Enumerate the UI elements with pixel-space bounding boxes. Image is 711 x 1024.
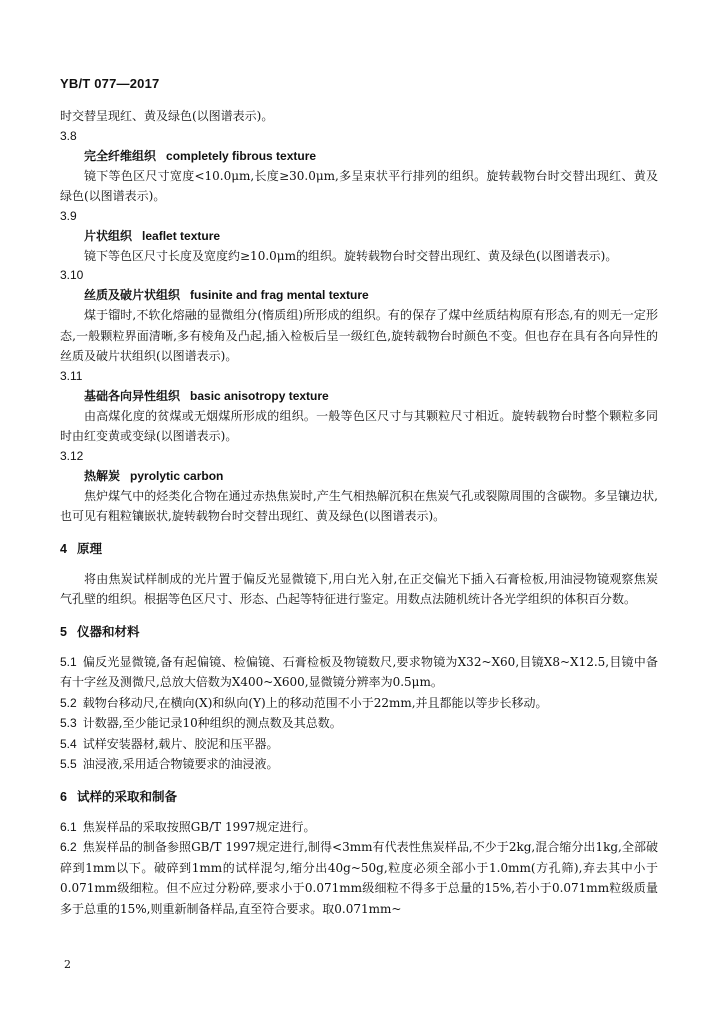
continued-text: 时交替呈现红、黄及绿色(以图谱表示)。 [60,109,274,123]
clause-text: 焦炭样品的采取按照GB/T 1997规定进行。 [82,819,316,834]
term-definition: 镜下等色区尺寸宽度<10.0μm,长度≥30.0μm,多呈束状平行排列的组织。旋转载物台时交替出现红、黄及绿色(以图谱表示)。 [60,168,658,203]
section-title: 仪器和材料 [76,623,140,639]
clause-number: 5.5 [60,757,77,771]
term-cn: 完全纤维组织 [84,148,157,163]
term-number: 3.11 [60,368,83,383]
term-definition: 镜下等色区尺寸长度及宽度约≥10.0μm的组织。旋转载物台时交替出现红、黄及绿色(以图谱表示)。 [84,248,618,263]
section-heading-principle [60,539,658,559]
clause-number: 5.3 [60,716,77,730]
clause-item [60,652,658,693]
clause-item [60,734,658,755]
section-number: 4 [60,541,67,556]
section-number: 5 [60,624,67,639]
term-en: fusinite and frag mental texture [190,288,369,302]
term-entry [60,127,658,207]
section-body: 将由焦炭试样制成的光片置于偏反光显微镜下,用白光入射,在正交偏光下插入石膏检板,用油浸物镜观察焦炭气孔壁的组织。根据等色区尺寸、形态、凸起等特征进行鉴定。用数点法随机统计各光学组织的体积百分数。 [60,571,658,606]
clause-number: 5.1 [60,654,77,669]
clause-item [60,693,658,714]
clause-item [60,754,658,775]
section-number: 6 [60,789,67,804]
page-content [60,106,658,919]
term-heading [84,386,658,406]
term-number: 3.10 [60,268,84,282]
clause-item [60,817,658,838]
term-heading [84,466,658,486]
term-number: 3.12 [60,448,84,463]
clause-text: 计数器,至少能记录10种组织的测点数及其总数。 [82,716,342,730]
clause-item [60,713,658,734]
clause-number: 6.2 [60,840,77,854]
term-cn: 片状组织 [84,228,133,243]
clause-item [60,837,658,919]
clause-number: 5.4 [60,736,77,751]
standard-code: YB/T 077—2017 [60,76,160,91]
section-heading-instruments [60,622,658,642]
term-cn: 热解炭 [84,468,121,483]
page-number: 2 [64,958,71,971]
clause-number: 5.2 [60,695,77,710]
term-heading [84,285,658,305]
term-cn: 基础各向异性组织 [84,388,181,403]
term-heading [84,146,658,166]
clause-text: 载物台移动尺,在横向(X)和纵向(Y)上的移动范围不小于22mm,并且都能以等步长移动。 [82,695,548,710]
section-heading-sampling [60,787,658,807]
term-entry [60,207,658,267]
clause-text: 偏反光显微镜,备有起偏镜、检偏镜、石膏检板及物镜数尺,要求物镜为X32~X60,目镜X8~X12.5,目镜中备有十字丝及测微尺,总放大倍数为X400~X600,显微镜分辨率为0.5μm。 [60,654,658,689]
term-entry [60,447,658,527]
term-en: basic anisotropy texture [190,388,329,403]
term-heading [84,226,658,246]
term-en: leaflet texture [142,228,221,243]
term-definition: 由高煤化度的贫煤或无烟煤所形成的组织。一般等色区尺寸与其颗粒尺寸相近。旋转载物台时整个颗粒多同时由红变黄或变绿(以图谱表示)。 [60,408,658,443]
clause-text: 焦炭样品的制备参照GB/T 1997规定进行,制得<3mm有代表性焦炭样品,不少于2kg,混合缩分出1kg,全部破碎到1mm以下。破碎到1mm的试样混匀,缩分出40g~50g,粒度必须全部小于1.0mm(方孔筛),弃去其中小于0.071mm级细粒。但不应过分粉碎,要求小于0.071mm级细粒不得多于总量的15%,若小于0.071mm粒级质量多于总重的15%,则重新制备样品,直至符合要求。取0.071mm~ [60,840,658,916]
term-entry [60,266,658,367]
clause-number: 6.1 [60,819,77,834]
term-en: pyrolytic carbon [130,468,224,483]
term-en: completely fibrous texture [166,148,317,163]
term-entry [60,367,658,447]
term-definition: 焦炉煤气中的烃类化合物在通过赤热焦炭时,产生气相热解沉积在焦炭气孔或裂隙周围的含碳物。多呈镶边状,也可见有粗粒镶嵌状,旋转载物台时交替出现红、黄及绿色(以图谱表示)。 [60,488,658,523]
section-title: 试样的采取和制备 [76,788,177,804]
term-definition: 煤于镏时,不软化熔融的显微组分(惰质组)所形成的组织。有的保存了煤中丝质结构原有形态,有的则无一定形态,一般颗粒界面清晰,多有棱角及凸起,插入检板后呈一级红色,旋转载物台时颜色不变。但也存在具有各向异性的丝质及破片状组织(以图谱表示)。 [60,308,658,363]
clause-text: 油浸液,采用适合物镜要求的油浸液。 [82,757,279,771]
term-cn: 丝质及破片状组织 [84,288,181,302]
term-number: 3.8 [60,128,77,143]
term-number: 3.9 [60,208,77,223]
clause-text: 试样安装器材,载片、胶泥和压平器。 [82,736,279,751]
section-title: 原理 [76,540,102,556]
